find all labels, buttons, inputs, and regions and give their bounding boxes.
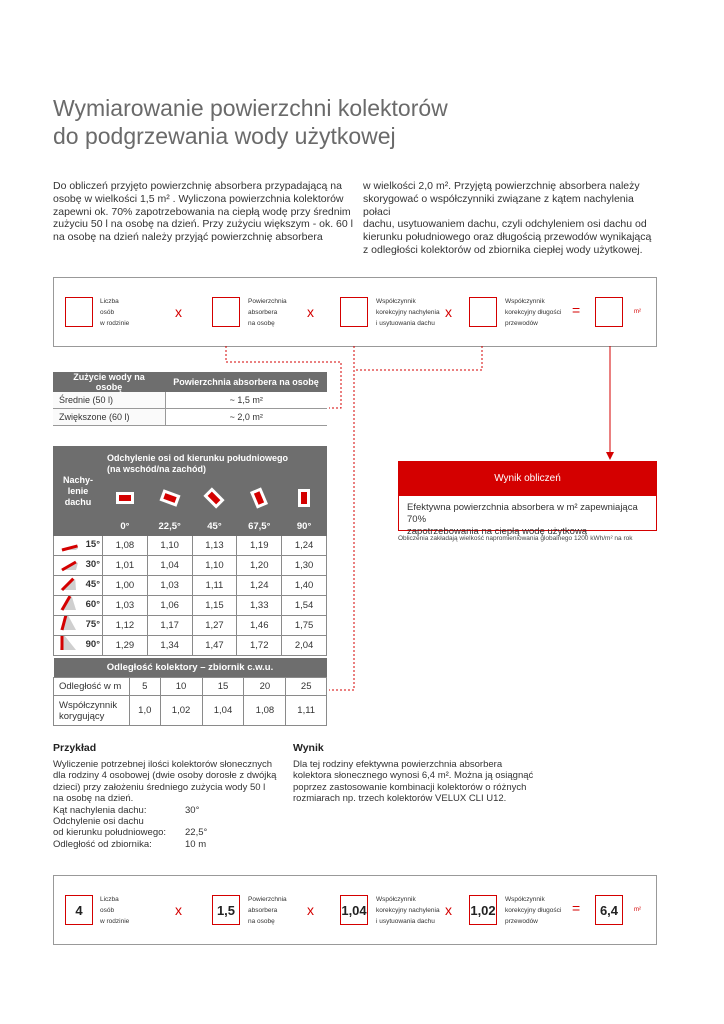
example-text: Wyliczenie potrzebnej ilości kolektorów słonecznych dla rodziny 4 osobowej (dwie osoby dorosłe z dwójką dzieci) przy założeniu średniego zużycia wody 50 l na osobę na dzień. Kąt nachylenia dachu: 30° Odchylenie osi dachu od kierunku południowego: 22,5° Odległość od zbiornika: 10 m (53, 759, 277, 850)
orientation-90-icon (282, 482, 327, 518)
table-row (54, 616, 327, 636)
table-header: Zużycie wody na osobę (53, 372, 165, 392)
connector-tilt-line-bottom (329, 670, 354, 690)
factor-cell: 1,06 (147, 596, 192, 616)
table-row (53, 409, 327, 426)
roof-tilt-icon (58, 596, 78, 612)
formula-bottom-box-length: 1,02 (469, 895, 497, 925)
orientation-45-icon (192, 482, 237, 518)
result-arrow-head (606, 452, 614, 460)
distance-cell: 20 (244, 678, 286, 696)
col-header: 0° (103, 518, 148, 536)
factor-cell: 1,13 (192, 536, 237, 556)
roof-tilt-icon (58, 536, 78, 552)
factor-cell: 1,10 (192, 556, 237, 576)
factor-cell: 1,12 (103, 616, 148, 636)
table-row (54, 696, 327, 726)
equals-sign: = (572, 302, 581, 318)
table-header: Powierzchnia absorbera na osobę (165, 372, 327, 392)
tilt-label: 30° (54, 556, 103, 576)
formula-bottom-box-persons: 4 (65, 895, 93, 925)
factor-cell: 1,75 (282, 616, 327, 636)
table-tilt-orientation (53, 446, 327, 656)
factor-label: Współczynnik korygujący (54, 696, 130, 726)
intro-left-line: osobę w wielkości 1,5 m² . Wyliczona powierzchnia kolektorów (53, 192, 344, 205)
intro-left-line: zapewni ok. 70% zapotrzebowania na ciepłą wodę przy średnim (53, 205, 351, 218)
formula-top-label-persons: Liczba osób w rodzinie (100, 298, 130, 327)
formula-top-label-area: Powierzchnia absorbera na osobę (248, 298, 287, 327)
corner-label: Nachy- lenie dachu (54, 447, 103, 536)
distance-header: Odległość kolektory – zbiornik c.w.u. (54, 658, 327, 678)
factor-cell: 1,24 (237, 576, 282, 596)
col-header: 45° (192, 518, 237, 536)
factor-cell: 1,15 (192, 596, 237, 616)
orientation-67-icon (237, 482, 282, 518)
table-cell: ~ 2,0 m² (165, 409, 327, 426)
table-row (54, 678, 327, 696)
orientation-22-icon (147, 482, 192, 518)
multiply-sign: x (175, 902, 182, 918)
intro-right-line: skorygować o współczynniki związane z kątem nachylenia połaci (363, 192, 634, 218)
distance-cell: 25 (286, 678, 327, 696)
example-heading: Przykład (53, 742, 97, 754)
table-water-usage (53, 372, 327, 426)
tilt-label: 45° (54, 576, 103, 596)
table-cell: Średnie (50 l) (53, 392, 165, 409)
roof-tilt-icon (58, 556, 78, 572)
factor-cell: 1,19 (237, 536, 282, 556)
intro-left-line: Do obliczeń przyjęto powierzchnię absorbera przypadającą na (53, 180, 342, 192)
multiply-sign: x (307, 902, 314, 918)
table-row (53, 392, 327, 409)
table-cell: ~ 1,5 m² (165, 392, 327, 409)
table-row (54, 556, 327, 576)
outcome-text: Dla tej rodziny efektywna powierzchnia absorbera kolektora słonecznego wynosi 6,4 m². Można ją osiągnąć poprzez zastosowanie kombinacji kolektorów o różnych rozmiarach np. trzech kolektorów VELUX CLI U12. (293, 759, 534, 805)
table-row (54, 536, 327, 556)
formula-bottom-box-tilt: 1,04 (340, 895, 368, 925)
tilt-label: 90° (54, 636, 103, 656)
factor-cell: 1,72 (237, 636, 282, 656)
roof-tilt-icon (58, 636, 78, 652)
unit-m2: m² (634, 309, 641, 315)
formula-top-label-tilt: Współczynnik korekcyjny nachylenia i usytuowania dachu (376, 298, 440, 327)
result-note: Obliczenia zakładają wielkość napromieniowania globalnego 1200 kWh/m² na rok (398, 535, 633, 542)
formula-bottom-box-area: 1,5 (212, 895, 240, 925)
distance-cell: 10 (160, 678, 202, 696)
intro-right-line: z odległości kolektorów od zbiornika ciepłej wody użytkowej. (363, 243, 643, 256)
factor-cell: 1,0 (130, 696, 161, 726)
factor-cell: 1,11 (286, 696, 327, 726)
factor-cell: 1,11 (192, 576, 237, 596)
factor-cell: 1,04 (202, 696, 244, 726)
factor-cell: 1,20 (237, 556, 282, 576)
table-row (54, 596, 327, 616)
factor-cell: 1,40 (282, 576, 327, 596)
factor-cell: 1,54 (282, 596, 327, 616)
factor-cell: 1,34 (147, 636, 192, 656)
formula-bottom-label-length: Współczynnik korekcyjny długości przewodów (505, 896, 562, 925)
distance-label: Odległość w m (54, 678, 130, 696)
roof-tilt-icon (58, 576, 78, 592)
factor-cell: 1,08 (244, 696, 286, 726)
multiply-sign: x (445, 902, 452, 918)
orientation-header: Odchylenie osi od kierunku południowego (na wschód/na zachód) (103, 447, 327, 482)
equals-sign: = (572, 900, 581, 916)
tilt-label: 60° (54, 596, 103, 616)
formula-bottom-label-area: Powierzchnia absorbera na osobę (248, 896, 287, 925)
orientation-0-icon (103, 482, 148, 518)
factor-cell: 1,00 (103, 576, 148, 596)
intro-right-line: kierunku południowego oraz długością przewodów wynikającą (363, 231, 652, 244)
factor-cell: 2,04 (282, 636, 327, 656)
factor-cell: 1,46 (237, 616, 282, 636)
table-row (54, 636, 327, 656)
roof-tilt-icon (58, 616, 78, 632)
formula-bottom-box-result: 6,4 (595, 895, 623, 925)
title-line-2: do podgrzewania wody użytkowej (53, 123, 396, 149)
col-header: 22,5° (147, 518, 192, 536)
intro-right-line: dachu, usytuowaniem dachu, czyli odchyleniem osi dachu od (363, 218, 647, 231)
factor-cell: 1,30 (282, 556, 327, 576)
table-cell: Zwiększone (60 l) (53, 409, 165, 426)
tilt-label: 15° (54, 536, 103, 556)
multiply-sign: x (307, 304, 314, 320)
table-distance (53, 658, 327, 726)
factor-cell: 1,03 (147, 576, 192, 596)
factor-cell: 1,24 (282, 536, 327, 556)
factor-cell: 1,02 (160, 696, 202, 726)
factor-cell: 1,17 (147, 616, 192, 636)
factor-cell: 1,27 (192, 616, 237, 636)
factor-cell: 1,33 (237, 596, 282, 616)
formula-bottom-label-persons: Liczba osób w rodzinie (100, 896, 130, 925)
col-header: 67,5° (237, 518, 282, 536)
factor-cell: 1,03 (103, 596, 148, 616)
factor-cell: 1,04 (147, 556, 192, 576)
formula-bottom-label-tilt: Współczynnik korekcyjny nachylenia i usytuowania dachu (376, 896, 440, 925)
formula-top-label-length: Współczynnik korekcyjny długości przewodów (505, 298, 562, 327)
intro-right-line: w wielkości 2,0 m². Przyjętą powierzchnię absorbera należy (363, 180, 640, 192)
factor-cell: 1,10 (147, 536, 192, 556)
unit-m2: m² (634, 907, 641, 913)
factor-cell: 1,01 (103, 556, 148, 576)
multiply-sign: x (445, 304, 452, 320)
col-header: 90° (282, 518, 327, 536)
result-heading: Wynik obliczeń (398, 461, 657, 495)
connector-length-line (354, 346, 482, 370)
title-line-1: Wymiarowanie powierzchni kolektorów (53, 95, 448, 121)
distance-cell: 15 (202, 678, 244, 696)
table-row (54, 576, 327, 596)
factor-cell: 1,47 (192, 636, 237, 656)
tilt-label: 75° (54, 616, 103, 636)
factor-cell: 1,29 (103, 636, 148, 656)
intro-left-line: zużyciu 50 l na osobę na dzień. Przy zużyciu większym - ok. 60 l (53, 218, 353, 231)
factor-cell: 1,08 (103, 536, 148, 556)
distance-cell: 5 (130, 678, 161, 696)
multiply-sign: x (175, 304, 182, 320)
formula-bottom (53, 875, 657, 945)
intro-left-line: na osobę na dzień należy przyjąć powierzchnię absorbera (53, 231, 323, 244)
result-body: Efektywna powierzchnia absorbera w m² zapewniająca 70% zapotrzebowania na ciepłą wodę użytkową (398, 495, 657, 531)
outcome-heading: Wynik (293, 742, 324, 754)
